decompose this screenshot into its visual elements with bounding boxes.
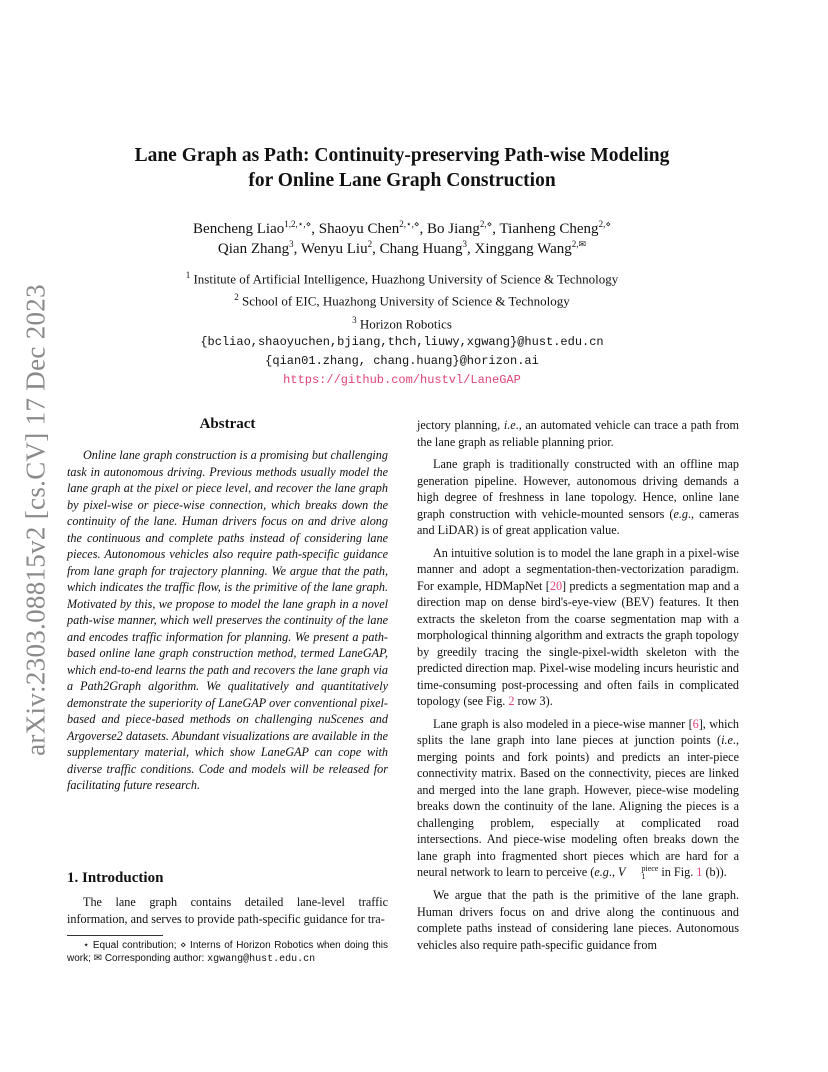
footnote (67, 939, 388, 966)
paragraph (417, 456, 739, 539)
author-affil-marks: 2,⋄ (479, 219, 493, 229)
affiliations (100, 266, 704, 390)
text-run: ., merging points and fork points) and predicts an inter-piece connectivity matrix. Based on the connectivity, pieces are linked and merged into the lane graph. However, piece-wise modeling breaks down the continuity of the lane. Aligning the pieces is a challenging problem, especially at complicated road intersections. And piece-wise modeling often breaks down the lane graph into fragmented short pieces which are hard for a neural network to learn to perceive ( (417, 733, 739, 879)
author-affil-marks: 3 (462, 239, 467, 249)
affiliation-text: School of EIC, Huazhong University of Science & Technology (241, 293, 570, 309)
affiliation-number: 3 (352, 314, 357, 325)
author-name: Xinggang Wang (474, 241, 572, 257)
footnote-rule (67, 935, 163, 936)
title-line-2: for Online Lane Graph Construction (248, 170, 556, 191)
arxiv-stamp: arXiv:2303.08815v2 [cs.CV] 17 Dec 2023 (20, 284, 51, 756)
author-line-2: Qian Zhang$^3$, Wenyu Liu$^2$, Chang Huang$^3$, Xinggang Wang$^{2,✉}$ (217, 239, 587, 257)
author-affil-marks: 3 (289, 239, 294, 249)
author-name: Wenyu Liu (300, 241, 368, 257)
author-affil-marks: 2,✉ (571, 239, 587, 249)
text-run: ] predicts a segmentation map and a direction map on dense bird's-eye-view (BEV) features. It then extracts the skeleton from the coarse segmentation map with a morphological thinning algorithm and extracts the graph topology by greedily tracing the single-pixel-width skeleton with the predicted direction map. Pixel-wise modeling incurs heuristic and time-consuming post-processing and often fails in complicated topology (see Fig. (417, 578, 740, 708)
abstract-heading: Abstract (199, 416, 256, 432)
figure-link[interactable]: 2 (508, 694, 515, 708)
text-run: row 3). (514, 694, 553, 708)
author-name: Bo Jiang (426, 221, 480, 237)
title-line-1: Lane Graph as Path: Continuity-preserving Path-wise Modeling (134, 145, 670, 166)
author-affil-marks: 2 (367, 239, 373, 249)
text-run: jectory planning, (417, 418, 504, 432)
affiliation-2 (100, 288, 704, 310)
text-run: ., an automated vehicle can trace a path from the lane graph as reliable planning prior. (417, 418, 739, 449)
affiliation-number: 1 (185, 270, 191, 280)
email-line-2: {qian01.zhang, chang.huang}@horizon.ai (265, 353, 539, 368)
author-affil-marks: 2,⋄ (598, 219, 611, 229)
text-run: Lane graph is also modeled in a piece-wise manner [ (433, 716, 693, 731)
math-subscript: 1 (641, 872, 646, 882)
text-run: in Fig. (658, 865, 697, 879)
text-run: e.g (673, 506, 688, 521)
author-affil-marks: 1,2,⋆,⋄ (284, 219, 312, 229)
affiliation-text: Horizon Robotics (359, 315, 452, 331)
footnote-email: xgwang@hust.edu.cn (207, 954, 316, 965)
author-name: Chang Huang (379, 241, 463, 257)
affiliation-1 (100, 266, 704, 288)
author-line-1: Bencheng Liao$^{1,2,⋆,⋄}$, Shaoyu Chen$^{2,⋆,⋄}$, Bo Jiang$^{2,⋄}$, Tianheng Cheng$^{2,⋄}$ (193, 219, 611, 237)
math-superscript: piece (641, 864, 659, 874)
introduction-heading: 1. Introduction (67, 870, 164, 886)
figure-link[interactable]: 1 (696, 865, 703, 879)
author-name: Shaoyu Chen (318, 221, 400, 237)
paragraph (417, 887, 739, 953)
affiliation-3 (100, 311, 704, 333)
abstract-body: Online lane graph construction is a promising but challenging task in autonomous driving. Previous methods usually model the lane graph at the pixel or piece level, and recover the lane graph by pixel-wise or piece-wise connection, which breaks down the continuity of the lane. Human drivers focus on and drive along the continuous and complete paths instead of considering lane pieces. Autonomous vehicles also require path-specific guidance from lane graph for trajectory planning. We argue that the path, which indicates the traffic flow, is the primitive of the lane graph. Motivated by this, we propose to model the lane graph in a novel path-wise manner, which well preserves the continuity of the lane and encodes traffic information for planning. We present a path-based online lane graph construction method, termed LaneGAP, which end-to-end learns the path and recovers the lane graph via a Path2Graph algorithm. We qualitatively and quantitatively demonstrate the superiority of LaneGAP over conventional pixel-based and piece-based methods on challenging nuScenes and Argoverse2 datasets. Abundant visualizations are available in the supplementary material, which show LaneGAP can cope with diverse traffic conditions. Code and models will be released for facilitating future research. (67, 448, 388, 792)
author-name: Qian Zhang (217, 241, 290, 257)
text-run: ., (608, 865, 619, 879)
citation-link[interactable]: 6 (692, 716, 699, 731)
text-run: An intuitive solution is to model the lane graph in a pixel-wise manner and adopt a segmentation-then-vectorization paradigm. For example, HDMapNet [ (417, 545, 739, 593)
paragraph (417, 545, 739, 710)
author-list (100, 219, 704, 259)
paragraph (417, 716, 739, 882)
text-run: We argue that the path is the primitive of the lane graph. Human drivers focus on and drive along the continuous and complete paths instead of considering lane pieces. Autonomous vehicles also require path-specific guidance from (417, 888, 739, 952)
author-name: Tianheng Cheng (499, 221, 599, 237)
text-run: i.e (721, 733, 733, 747)
paragraph (417, 417, 739, 450)
text-run: e.g (594, 865, 609, 879)
text-run: Lane graph is traditionally constructed with an offline map generation pipeline. However, autonomous driving demands a high degree of freshness in lane topology. Hence, online lane graph construction with vehicle-mounted sensors ( (417, 457, 739, 521)
paper-title (100, 143, 704, 193)
footnote-text: ⋆ Equal contribution; ⋄ Interns of Horizon Robotics when doing this work; ✉ Corresponding author: (67, 940, 388, 964)
math-symbol: V (618, 865, 626, 879)
email-line-1: {bcliao,shaoyuchen,bjiang,thch,liuwy,xgwang}@hust.edu.cn (200, 334, 604, 349)
affiliation-text: Institute of Artificial Intelligence, Huazhong University of Science & Technology (193, 271, 619, 287)
text-run: i.e (503, 418, 516, 432)
introduction-text: The lane graph contains detailed lane-level traffic information, and serves to provide path-specific guidance for tra- (67, 895, 388, 926)
citation-link[interactable]: 20 (549, 578, 563, 593)
text-run: (b)). (702, 865, 727, 879)
right-column (417, 417, 739, 959)
text-run: ], which splits the lane graph into lane pieces at junction points ( (417, 716, 739, 747)
text-run: ., cameras and LiDAR) is of great application value. (417, 506, 739, 537)
affiliation-number: 2 (234, 292, 239, 303)
author-affil-marks: 2,⋆,⋄ (399, 219, 420, 229)
author-name: Bencheng Liao (193, 221, 285, 237)
math-scripts (625, 865, 658, 881)
github-link[interactable]: https://github.com/hustvl/LaneGAP (283, 372, 521, 387)
